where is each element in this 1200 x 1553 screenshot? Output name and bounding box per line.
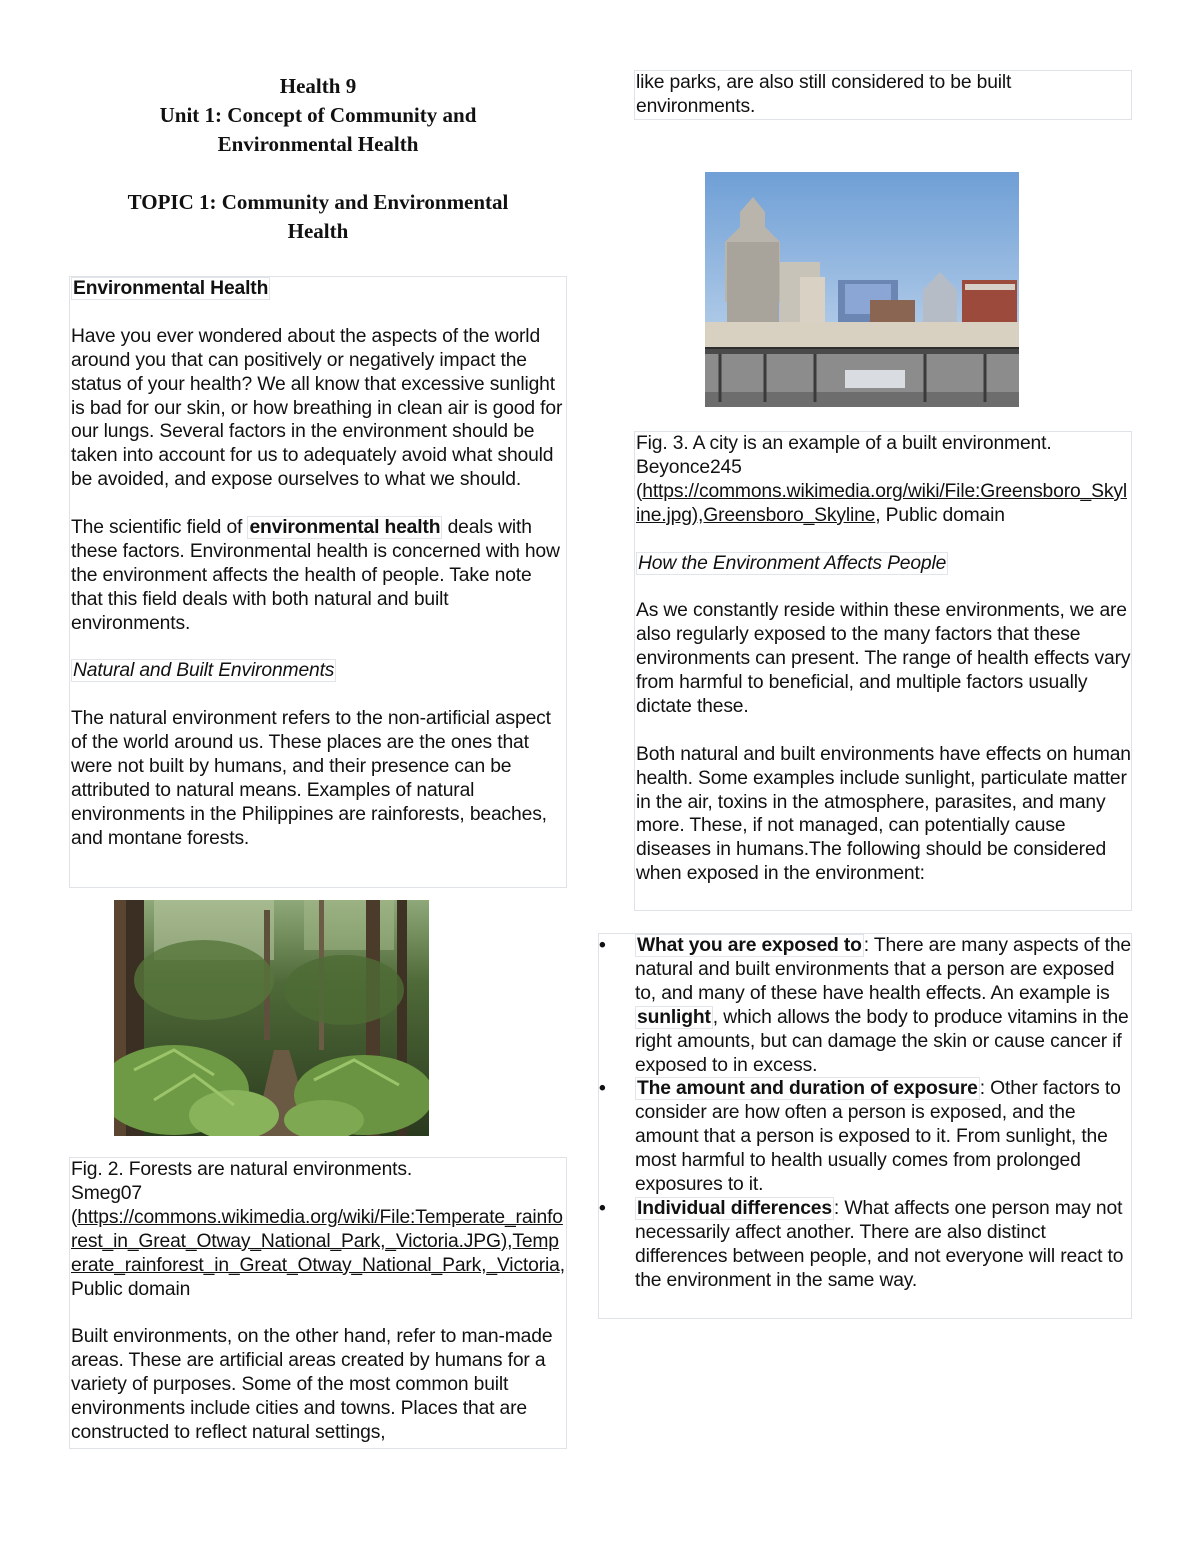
list-item: • What you are exposed to : There are many aspects of the natural and built environments that a person are exposed to, and many of these have health effects. An example is sunlight , which allows the body to produce vitamins in the right amounts, but can damage the skin or cause cancer if exposed to in excess. [599, 935, 1131, 1076]
right-text-frame-top [634, 70, 1132, 120]
fig3-author: Beyonce245 [636, 456, 742, 478]
fig2-source: (https://commons.wikimedia.org/wiki/File:Temperate_rainforest_in_Great_Otway_National_Park,_Victoria.JPG),Temperate_rainforest_in_Great_Otway_National_Park,_Victoria, Public domain [71, 1206, 565, 1300]
fig3-source-link[interactable]: https://commons.wikimedia.org/wiki/File:Greensboro_Skyline.jpg),Greensboro_Skyline [636, 480, 1127, 526]
city-photo-illustration [705, 172, 1019, 407]
left-text-frame-top [69, 276, 567, 888]
title-line-3: Environmental Health [217, 132, 419, 156]
considerations-list [599, 934, 1131, 1293]
topic-line-2: Health [287, 219, 349, 243]
city-image [705, 172, 1019, 407]
bullet-term-individual: Individual differences [637, 1197, 832, 1219]
fig3-source: (https://commons.wikimedia.org/wiki/File:Greensboro_Skyline.jpg),Greensboro_Skyline, Public domain [636, 480, 1127, 526]
fig3-caption: Fig. 3. A city is an example of a built environment. [636, 433, 1052, 454]
forest-photo-illustration [114, 900, 429, 1136]
title-line-2: Unit 1: Concept of Community and [159, 103, 477, 127]
bullet-term-exposed: What you are exposed to [637, 935, 862, 956]
title-line-1: Health 9 [279, 74, 357, 98]
list-item: • Individual differences : What affects one person may not necessarily affect another. There are also distinct differences between people, and not everyone will react to the environment in the same way. [599, 1197, 1124, 1291]
paragraph-field: The scientific field of environmental health deals with these factors. Environmental health is concerned with how the environment affects the health of people. Take note that this field deals with both natural and built environments. [71, 517, 560, 634]
paragraph-built: Built environments, on the other hand, refer to man-made areas. These are artificial areas created by humans for a variety of purposes. Some of the most common built environments include cities and towns. Places that are constructed to reflect natural settings, [71, 1326, 553, 1443]
right-text-frame-middle [634, 431, 1132, 911]
forest-image [114, 900, 429, 1136]
bullet-marker: • [599, 1197, 606, 1219]
left-text-frame-bottom [69, 1157, 567, 1449]
paragraph-intro: Have you ever wondered about the aspects of the world around you that can positively or negatively impact the status of your health? We all know that excessive sunlight is bad for our skin, or how breathing in clean air is good for our lungs. Several factors in the environment should be taken into account for us to adequately avoid what should be avoided, and expose ourselves to what we should. [71, 325, 563, 491]
bullet-marker: • [599, 1078, 606, 1100]
list-item: • The amount and duration of exposure : Other factors to consider are how often a person is exposed, and the amount that a person is exposed to it. From sunlight, the most harmful to health usually comes from prolonged exposures to it. [599, 1078, 1121, 1196]
bullet-list-frame [598, 933, 1132, 1319]
section-heading: Environmental Health [73, 278, 269, 299]
paragraph-natural: The natural environment refers to the non-artificial aspect of the world around us. These places are the ones that were not built by humans, and their presence can be attributed to natural means. Examples of natural environments in the Philippines are rainforests, beaches, and montane forests. [71, 708, 551, 849]
paragraph-parks: like parks, are also still considered to be built environments. [636, 72, 1012, 117]
fig2-author: Smeg07 [71, 1182, 142, 1204]
subheading-natural-built: Natural and Built Environments [73, 660, 335, 682]
fig2-source-link[interactable]: https://commons.wikimedia.org/wiki/File:Temperate_rainforest_in_Great_Otway_National_Park,_Victoria.JPG),Temperate_rainforest_in_Great_Otway_National_Park,_Victoria [71, 1206, 563, 1276]
bullet-marker: • [599, 935, 606, 956]
paragraph-exposure: As we constantly reside within these environments, we are also regularly exposed to the many factors that these environments can present. The range of health effects vary from harmful to beneficial, and multiple factors usually dictate these. [636, 600, 1131, 717]
topic-line-1: TOPIC 1: Community and Environmental [127, 190, 509, 214]
subheading-environment-affects: How the Environment Affects People [638, 552, 947, 574]
paragraph-effects: Both natural and built environments have effects on human health. Some examples include sunlight, particulate matter in the air, toxins in the atmosphere, parasites, and many more. These, if not managed, can potentially cause diseases in humans.The following should be considered when exposed in the environment: [636, 743, 1131, 885]
bullet-term-sunlight: sunlight [637, 1006, 711, 1028]
document-title [70, 72, 566, 246]
bullet-term-duration: The amount and duration of exposure [637, 1078, 978, 1100]
term-environmental-health: environmental health [249, 517, 441, 539]
fig2-caption: Fig. 2. Forests are natural environments. [71, 1159, 413, 1180]
